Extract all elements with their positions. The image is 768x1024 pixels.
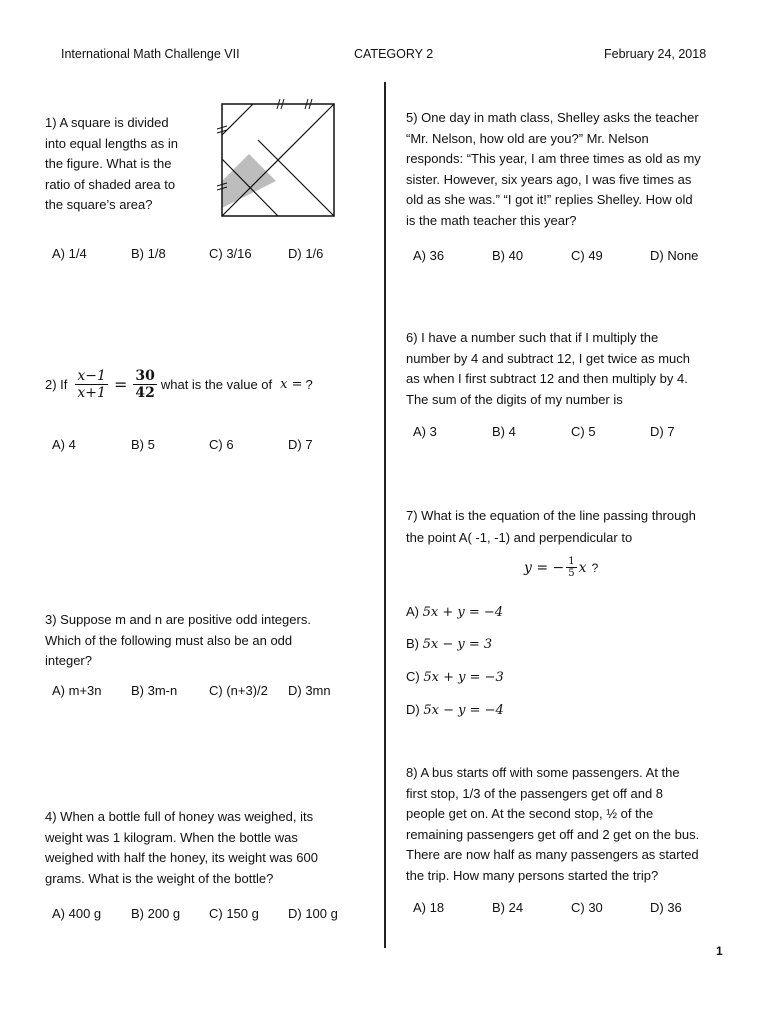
q1-line: ratio of shaded area to xyxy=(45,176,176,192)
q2-question-mark: ? xyxy=(305,377,313,392)
q1-line: the figure. What is the xyxy=(45,156,172,171)
q4-line: grams. What is the weight of the bottle? xyxy=(45,870,274,886)
header-date: February 24, 2018 xyxy=(604,47,707,61)
q5-option-a: A) 36 xyxy=(413,248,445,263)
q8-line: first stop, 1/3 of the passengers get off and 8 xyxy=(406,785,664,801)
q1-option-d: D) 1/6 xyxy=(288,246,324,261)
q3-line: Which of the following must also be an odd xyxy=(45,632,293,648)
q2-lhs-denominator: x+1 xyxy=(77,385,106,401)
q5-line: is the math teacher this year? xyxy=(406,212,577,228)
q2-rhs-denominator: 42 xyxy=(135,385,155,401)
q4-option-c: C) 150 g xyxy=(209,906,259,921)
header-title: International Math Challenge VII xyxy=(61,47,240,61)
q1-text xyxy=(45,113,178,216)
q1-option-c: C) 3/16 xyxy=(209,246,252,261)
q3-option-d: D) 3mn xyxy=(288,683,331,698)
q2-lhs-fraction xyxy=(75,368,108,401)
q3-option-c: C) (n+3)/2 xyxy=(209,683,268,698)
q7-equation-qmark: ? xyxy=(591,560,599,575)
q4-option-b: B) 200 g xyxy=(131,906,181,921)
q8-text xyxy=(406,763,699,886)
q5-line: sister. However, six years ago, I was five times as xyxy=(406,171,692,187)
q2-prefix: 2) If xyxy=(45,377,68,392)
q2-option-b: B) 5 xyxy=(131,437,155,452)
q2-rhs-fraction xyxy=(133,368,156,401)
q2-option-c: C) 6 xyxy=(209,437,234,452)
q7-option-d xyxy=(406,702,504,718)
q7-option-d-expr: 5x − y = −4 xyxy=(423,703,504,718)
q8-option-a: A) 18 xyxy=(413,900,445,915)
q6-option-a: A) 3 xyxy=(413,424,437,439)
q6-line: 6) I have a number such that if I multiply the xyxy=(406,330,659,345)
q6-line: number by 4 and subtract 12, I get twice as much xyxy=(406,350,690,366)
q2-text xyxy=(45,368,313,401)
page-number: 1 xyxy=(716,944,723,958)
q5-line: responds: “This year, I am three times as old as my xyxy=(406,151,701,166)
q4-option-d: D) 100 g xyxy=(288,906,338,921)
q1-line: 1) A square is divided xyxy=(45,115,169,130)
q6-option-b: B) 4 xyxy=(492,424,516,439)
q7-text xyxy=(406,505,696,549)
q3-line: integer? xyxy=(45,653,92,668)
q7-option-c xyxy=(406,669,504,685)
q7-equation xyxy=(524,556,598,579)
q1-square-figure xyxy=(214,96,338,224)
q8-line: There are now half as many passengers as started xyxy=(406,847,699,862)
q4-option-a: A) 400 g xyxy=(52,906,102,921)
q4-text xyxy=(45,807,318,889)
q7-option-b-label: B) xyxy=(406,636,419,651)
q6-option-d: D) 7 xyxy=(650,424,675,439)
q8-option-d: D) 36 xyxy=(650,900,682,915)
q7-option-b-expr: 5x − y = 3 xyxy=(422,637,493,652)
header-category: CATEGORY 2 xyxy=(354,47,434,61)
q3-text xyxy=(45,610,311,672)
q2-suffix: what is the value of xyxy=(160,377,273,392)
q7-option-d-label: D) xyxy=(406,702,420,717)
q6-line: The sum of the digits of my number is xyxy=(406,391,623,407)
q8-line: people get on. At the second stop, ½ of the xyxy=(406,806,654,821)
q7-equation-lhs: y = − xyxy=(524,559,565,576)
q5-text xyxy=(406,108,701,231)
q1-option-a: A) 1/4 xyxy=(52,246,87,261)
q6-option-c: C) 5 xyxy=(571,424,596,439)
q5-option-c: C) 49 xyxy=(571,248,603,263)
q5-line: “Mr. Nelson, how old are you?” Mr. Nelson xyxy=(406,130,649,146)
q6-line: as when I first subtract 12 and then multiply by 4. xyxy=(406,371,688,386)
q5-line: old as she was.” “I got it!” replies Shelley. How old xyxy=(406,192,693,207)
q8-option-c: C) 30 xyxy=(571,900,603,915)
q7-option-a xyxy=(406,604,503,620)
column-divider xyxy=(384,82,386,948)
q2-option-a: A) 4 xyxy=(52,437,76,452)
q3-option-b: B) 3m-n xyxy=(131,683,178,698)
q7-option-c-expr: 5x + y = −3 xyxy=(423,670,504,685)
q5-line: 5) One day in math class, Shelley asks the teacher xyxy=(406,110,699,125)
q7-option-a-expr: 5x + y = −4 xyxy=(422,605,504,620)
q8-line: remaining passengers get off and 2 get on the bus. xyxy=(406,826,700,842)
q7-option-c-label: C) xyxy=(406,669,420,684)
q7-option-a-label: A) xyxy=(406,604,419,619)
q7-line: 7) What is the equation of the line passing through xyxy=(406,508,696,523)
q4-line: weight was 1 kilogram. When the bottle was xyxy=(45,829,298,845)
q5-option-b: B) 40 xyxy=(492,248,524,263)
q6-text xyxy=(406,328,690,410)
q5-option-d: D) None xyxy=(650,248,699,263)
q1-line: into equal lengths as in xyxy=(45,135,178,151)
q7-equation-fraction xyxy=(566,556,576,579)
q4-line: weighed with half the honey, its weight was 600 xyxy=(45,850,318,865)
q2-variable: x = xyxy=(280,377,303,392)
q8-line: the trip. How many persons started the trip? xyxy=(406,867,659,883)
q1-line: the square’s area? xyxy=(45,197,153,212)
q2-option-d: D) 7 xyxy=(288,437,313,452)
q7-line: the point A( -1, -1) and perpendicular to xyxy=(406,530,633,545)
q2-lhs-numerator: x−1 xyxy=(77,368,106,384)
q4-line: 4) When a bottle full of honey was weighed, its xyxy=(45,809,314,824)
q3-option-a: A) m+3n xyxy=(52,683,102,698)
q3-line: 3) Suppose m and n are positive odd integers. xyxy=(45,612,311,627)
q8-option-b: B) 24 xyxy=(492,900,524,915)
q1-option-b: B) 1/8 xyxy=(131,246,166,261)
q7-equation-denominator: 5 xyxy=(568,568,575,579)
q2-equals: = xyxy=(113,375,128,394)
q7-equation-numerator: 1 xyxy=(568,556,575,567)
q8-line: 8) A bus starts off with some passengers. At the xyxy=(406,765,680,780)
q2-rhs-numerator: 30 xyxy=(135,368,155,384)
q7-option-b xyxy=(406,636,492,652)
q7-equation-var: x xyxy=(578,559,587,576)
